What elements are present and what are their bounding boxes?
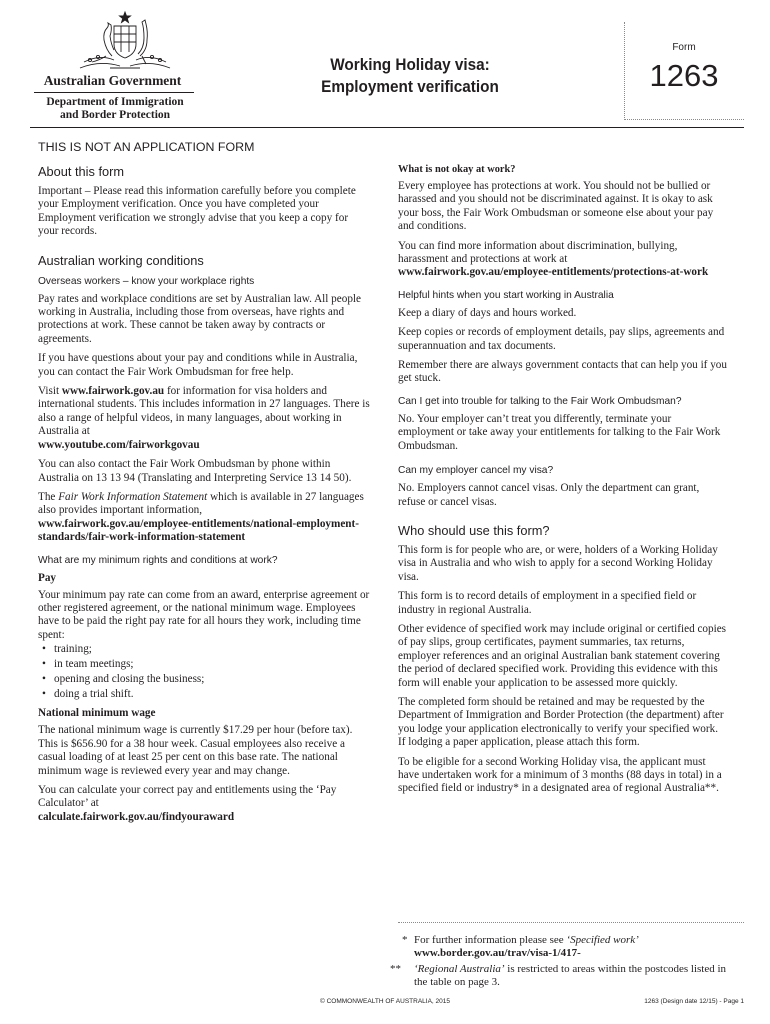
department-name <box>30 96 200 122</box>
footnote-1-italic: ‘Specified work’ <box>566 934 639 946</box>
who-paragraph-1: This form is for people who are, or were, holders of a Working Holiday visa in Australia and who wish to apply for a second Working Holiday visa. <box>398 543 718 583</box>
pay-bullet-item: • training; <box>42 643 92 656</box>
not-okay-heading: What is not okay at work? <box>398 164 516 175</box>
pay-text: Your minimum pay rate can come from an award, enterprise agreement or other registered agreement, or the national minimum wage. Employees have to be paid the right pay rate for all hours they work, including time spent: <box>38 588 370 641</box>
visit-text-post: for information for visa holders and international students. This includes information in 27 languages. There is also a range of helpful videos, in many languages, about working in Australia at <box>38 385 370 438</box>
left-column <box>38 140 370 830</box>
fairwork-link[interactable]: www.fairwork.gov.au <box>61 385 165 398</box>
department-line-1: Department of Immigration <box>46 96 184 108</box>
form-label: Form <box>672 42 696 53</box>
cancel-visa-heading: Can my employer cancel my visa? <box>398 465 554 477</box>
hints-paragraph-2: Keep copies or records of employment details, pay slips, agreements and superannuation and tax documents. <box>398 326 725 352</box>
footnote-regional-australia <box>390 963 742 988</box>
fwis-text-post: which is available in 27 languages also provides important information, <box>38 490 364 517</box>
footnote-2-marker: ** <box>390 963 401 975</box>
footnote-1-marker: * <box>402 934 408 946</box>
trouble-heading: Can I get into trouble for talking to the Fair Work Ombudsman? <box>398 395 682 407</box>
design-date-page: 1263 (Design date 12/15) - Page 1 <box>644 998 744 1005</box>
fwis-paragraph <box>38 491 370 545</box>
national-minimum-wage-text: The national minimum wage is currently $17.29 per hour (before tax). This is $656.90 for a 38 hour week. Casual employees also receive a casual loading of at least 25 per cent on this base rate. The national minimum wage is reviewed every year and may change. <box>38 724 353 777</box>
conditions-heading: Australian working conditions <box>38 252 204 268</box>
coat-of-arms-logo <box>70 10 180 74</box>
copyright-notice: © COMMONWEALTH OF AUSTRALIA, 2015 <box>320 998 450 1005</box>
overseas-paragraph-1: Pay rates and workplace conditions are set by Australian law. All people working in Australia, including those from overseas, have rights and protections at work. These cannot be taken away by contracts or agreements. <box>38 292 361 345</box>
fwis-text-pre: The <box>38 490 59 503</box>
national-minimum-wage-heading: National minimum wage <box>38 707 156 720</box>
header-divider <box>34 92 194 93</box>
not-application-notice: THIS IS NOT AN APPLICATION FORM <box>38 140 255 154</box>
calculator-text: You can calculate your correct pay and entitlements using the ‘Pay Calculator’ at <box>38 783 337 810</box>
youtube-link[interactable]: www.youtube.com/fairworkgovau <box>38 438 200 451</box>
cancel-visa-text: No. Employers cannot cancel visas. Only the department can grant, refuse or cancel visas. <box>398 482 700 508</box>
pay-bullet-item: • opening and closing the business; <box>42 672 205 685</box>
not-okay-paragraph-2 <box>398 240 728 280</box>
not-okay-text: You can find more information about discrimination, bullying, harassment and protections at work at <box>398 239 678 266</box>
trouble-text: No. Your employer can’t treat you differently, terminate your employment or take away your entitlements for talking to the Fair Work Ombudsman. <box>398 412 721 452</box>
footnote-2-italic: ‘Regional Australia’ <box>414 963 505 975</box>
footnote-specified-work <box>402 934 742 959</box>
who-paragraph-4: The completed form should be retained and may be requested by the Department of Immigration and Border Protection (the department) after you lodge your application electronically to verify your specified work. If lodging a paper application, please attach this form. <box>398 695 724 749</box>
form-title <box>293 54 527 98</box>
form-title-line-1: Working Holiday visa: <box>330 55 490 74</box>
fwis-title: Fair Work Information Statement <box>58 490 208 503</box>
government-name: Australian Government <box>43 73 182 88</box>
visit-paragraph <box>38 385 370 452</box>
hints-paragraph-3: Remember there are always government contacts that can help you if you get stuck. <box>398 359 727 385</box>
who-paragraph-2: This form is to record details of employment in a specified field or industry in regional Australia. <box>398 590 697 616</box>
about-heading: About this form <box>38 164 125 179</box>
top-divider <box>30 127 744 128</box>
hints-paragraph-1: Keep a diary of days and hours worked. <box>398 306 577 319</box>
form-title-line-2: Employment verification <box>321 77 499 96</box>
footnote-2-text: is restricted to areas within the postcodes listed in the table on page 3. <box>414 963 727 988</box>
hints-heading: Helpful hints when you start working in Australia <box>398 289 614 301</box>
overseas-heading: Overseas workers – know your workplace rights <box>38 275 255 287</box>
fwis-link[interactable]: www.fairwork.gov.au/employee-entitlements/national-employment-standards/fair-work-information-statement <box>38 517 359 544</box>
right-column <box>398 164 728 802</box>
form-number: 1263 <box>649 58 719 93</box>
who-paragraph-3: Other evidence of specified work may include original or certified copies of pay slips, group certificates, payment summaries, tax returns, employer references and an original Australian bank statement covering the period of declared specified work. Providing this evidence with this form will enable your application to be assessed more quickly. <box>398 622 727 689</box>
pay-calculator-link[interactable]: calculate.fairwork.gov.au/findyouraward <box>38 810 235 823</box>
visit-text-pre: Visit <box>38 385 62 398</box>
who-paragraph-5: To be eligible for a second Working Holiday visa, the applicant must have undertaken work for a minimum of 3 months (88 days in total) in a specified field or industry* in a designated area of regional Australia**. <box>398 755 722 795</box>
not-okay-paragraph-1: Every employee has protections at work. You should not be bullied or harassed and you should not be discriminated against. It is okay to ask your boss, the Fair Work Ombudsman or someone else about your pay and conditions. <box>398 180 714 233</box>
minimum-rights-heading: What are my minimum rights and conditions at work? <box>38 554 278 566</box>
specified-work-link[interactable]: www.border.gov.au/trav/visa-1/417- <box>414 946 581 959</box>
pay-bullet-item: • doing a trial shift. <box>42 687 134 700</box>
pay-bullet-item: • in team meetings; <box>42 657 134 670</box>
pay-heading: Pay <box>38 571 57 584</box>
pay-bullet-list <box>38 642 370 701</box>
department-line-2: and Border Protection <box>59 109 171 121</box>
about-text: Important – Please read this information carefully before you complete your Employment verification. Once you have completed your Employment verification we strongly advise that you keep a copy for your records. <box>38 185 356 238</box>
who-should-use-heading: Who should use this form? <box>398 522 550 538</box>
footnote-1-text: For further information please see <box>414 934 567 946</box>
overseas-paragraph-2: If you have questions about your pay and conditions while in Australia, you can contact the Fair Work Ombudsman for free help. <box>38 352 358 378</box>
protections-link[interactable]: www.fairwork.gov.au/employee-entitlements/protections-at-work <box>398 266 709 279</box>
footnote-divider <box>398 922 744 923</box>
calculator-paragraph <box>38 784 370 824</box>
phone-paragraph: You can also contact the Fair Work Ombudsman by phone within Australia on 13 13 94 (Translating and Interpreting Service 13 14 50). <box>38 458 352 484</box>
